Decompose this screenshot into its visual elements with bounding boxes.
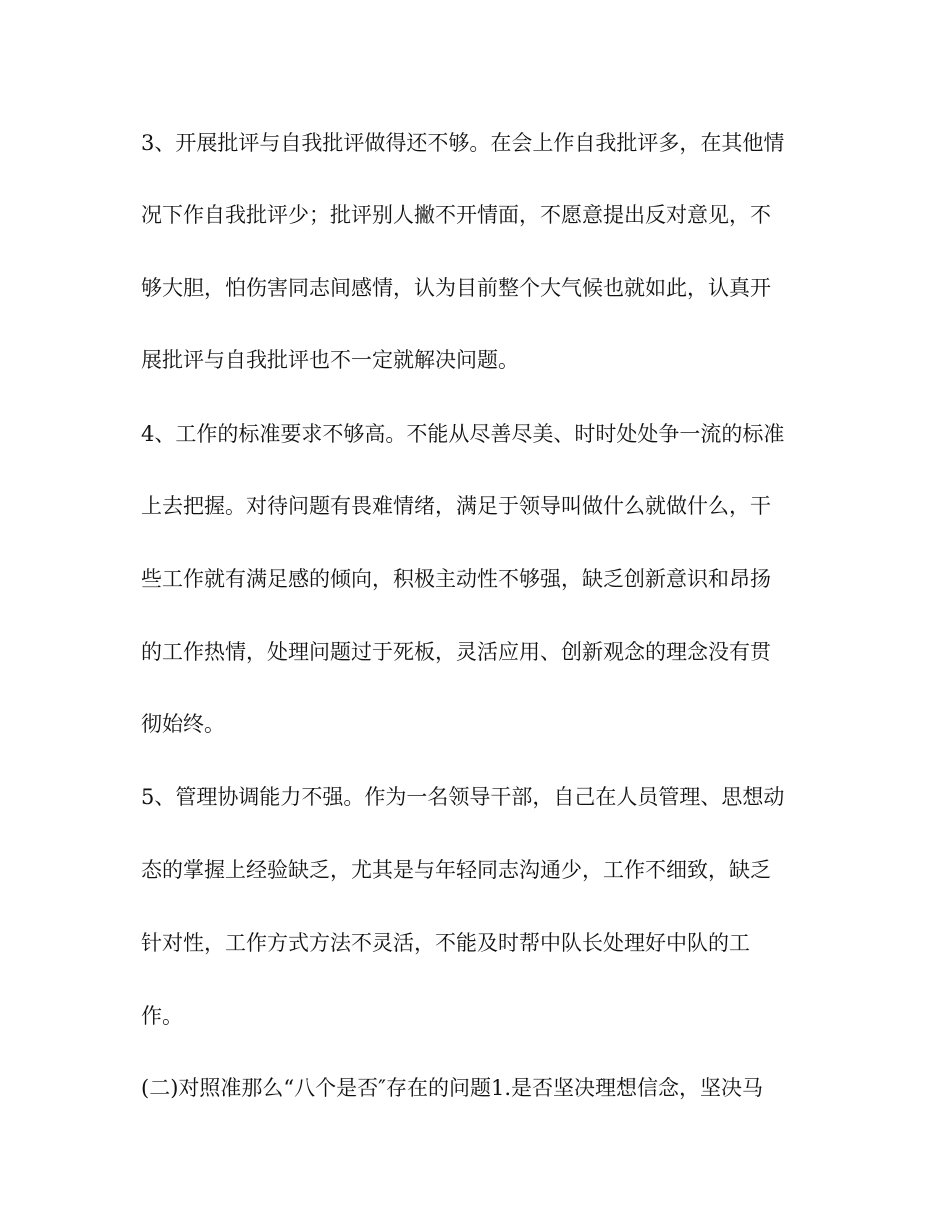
paragraph-4-line-5: 彻始终。 <box>141 712 225 736</box>
paragraph-5-line-3: 针对性，工作方式方法不灵活，不能及时帮中队长处理好中队的工 <box>141 931 750 955</box>
paragraph-5-line-2: 态的掌握上经验缺乏，尤其是与年轻同志沟通少，工作不细致，缺乏 <box>141 858 771 882</box>
paragraph-3-line-1: 3、开展批评与自我批评做得还不够。在会上作自我批评多，在其他情 <box>141 131 785 155</box>
paragraph-4-line-1: 4、工作的标准要求不够高。不能从尽善尽美、时时处处争一流的标准 <box>141 422 785 446</box>
paragraph-3-line-2: 况下作自我批评少；批评别人撇不开情面，不愿意提出反对意见，不 <box>141 203 771 227</box>
paragraph-3-line-3: 够大胆，怕伤害同志间感情，认为目前整个大气候也就如此，认真开 <box>141 276 771 300</box>
paragraph-3-line-4: 展批评与自我批评也不一定就解决问题。 <box>141 348 519 372</box>
paragraph-5-line-1: 5、管理协调能力不强。作为一名领导干部，自己在人员管理、思想动 <box>141 785 785 809</box>
paragraph-4-line-3: 些工作就有满足感的倾向，积极主动性不够强，缺乏创新意识和昂扬 <box>141 567 771 591</box>
paragraph-4-line-2: 上去把握。对待问题有畏难情绪，满足于领导叫做什么就做什么，干 <box>141 494 771 518</box>
paragraph-4-line-4: 的工作热情，处理问题过于死板，灵活应用、创新观念的理念没有贯 <box>141 640 771 664</box>
section-2-heading-line: (二)对照准那么“八个是否″存在的问题1.是否坚决理想信念，坚决马 <box>141 1076 763 1100</box>
paragraph-5-line-4: 作。 <box>141 1004 183 1028</box>
